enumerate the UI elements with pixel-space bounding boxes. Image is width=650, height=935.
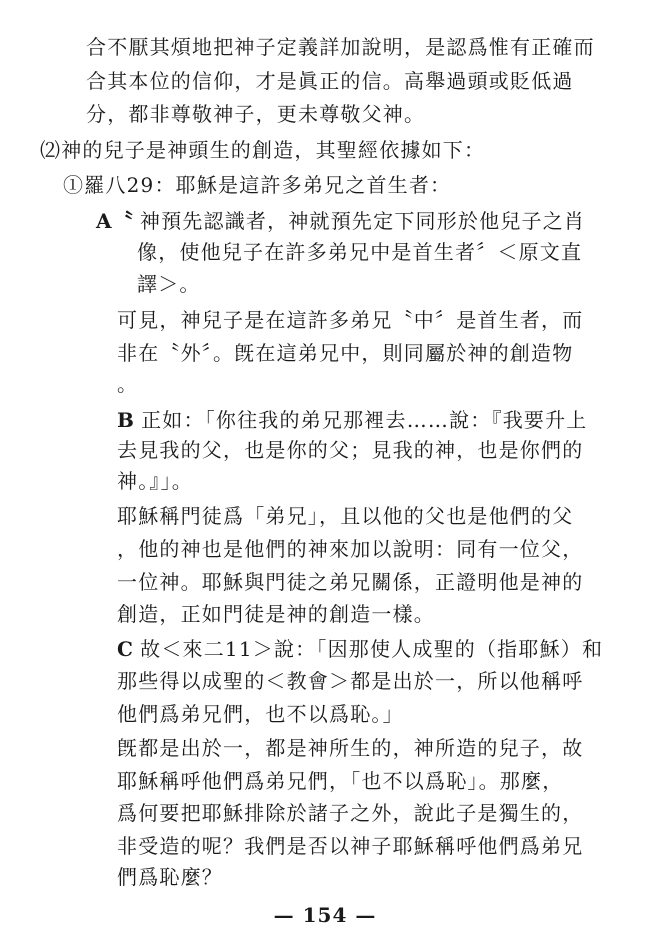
commentary-line: 耶穌稱呼他們爲弟兄們，「也不以爲恥」。那麼， <box>117 769 564 793</box>
commentary-line: 耶穌稱門徒爲「弟兄」，且以他的父也是他們的父 <box>117 504 574 528</box>
quote-c-line: 他們爲弟兄們，也不以爲恥。」 <box>117 702 404 726</box>
marker-a: A〝 <box>96 209 134 233</box>
quote-b-line <box>117 407 588 433</box>
commentary-line: 創造，正如門徒是神的創造一樣。 <box>117 602 435 626</box>
section-heading: ⑵神的兒子是神頭生的創造，其聖經依據如下： <box>40 138 486 162</box>
quote-b-line: 神。』」。 <box>117 469 193 493</box>
quote-a-line: 像，使他兒子在許多弟兄中是首生者〞＜原文直 <box>137 240 583 264</box>
commentary-line: 非在〝外〞。旣在這弟兄中，則同屬於神的創造物 <box>117 341 574 365</box>
commentary-line: 非受造的呢？我們是否以神子耶穌稱呼他們爲弟兄 <box>117 834 584 858</box>
body-text-line: 合不厭其煩地把神子定義詳加說明，是認爲惟有正確而 <box>86 35 595 59</box>
body-text-line: 分，都非尊敬神子，更未尊敬父神。 <box>86 102 426 126</box>
quote-a-line: 譯＞。 <box>137 272 201 296</box>
quote-b-text: 正如：「你往我的弟兄那裡去……說：『我要升上 <box>141 408 588 432</box>
commentary-line: 爲何要把耶穌排除於諸子之外，說此子是獨生的， <box>117 801 584 825</box>
commentary-line: 一位神。耶穌與門徒之弟兄關係，正證明他是神的 <box>117 570 584 594</box>
quote-c-line: 那些得以成聖的＜教會＞都是出於一，所以他稱呼 <box>117 669 584 693</box>
body-text-line: 合其本位的信仰，才是眞正的信。高舉過頭或貶低過 <box>86 69 574 93</box>
commentary-line: 們爲恥麼？ <box>117 865 223 889</box>
marker-b: B <box>117 408 136 432</box>
commentary-line: ，他的神也是他們的神來加以說明：同有一位父， <box>117 537 584 561</box>
marker-c: C <box>117 637 135 661</box>
page-number: — 154 — <box>273 903 377 927</box>
commentary-line: 。 <box>117 372 139 396</box>
quote-b-line: 去見我的父，也是你的父；見我的神，也是你們的 <box>117 438 584 462</box>
quote-a-text: 神預先認識者，神就預先定下同形於他兒子之肖 <box>139 209 586 233</box>
quote-c-line <box>117 636 603 662</box>
subsection-heading: ①羅八29：耶穌是這許多弟兄之首生者： <box>63 173 452 197</box>
quote-a-line <box>96 208 585 234</box>
commentary-line: 可見，神兒子是在這許多弟兄〝中〞是首生者，而 <box>117 308 584 332</box>
commentary-line: 旣都是出於一，都是神所生的，神所造的兒子，故 <box>117 736 584 760</box>
quote-c-text: 故＜來二11＞說：「因那使人成聖的（指耶穌）和 <box>140 637 604 661</box>
